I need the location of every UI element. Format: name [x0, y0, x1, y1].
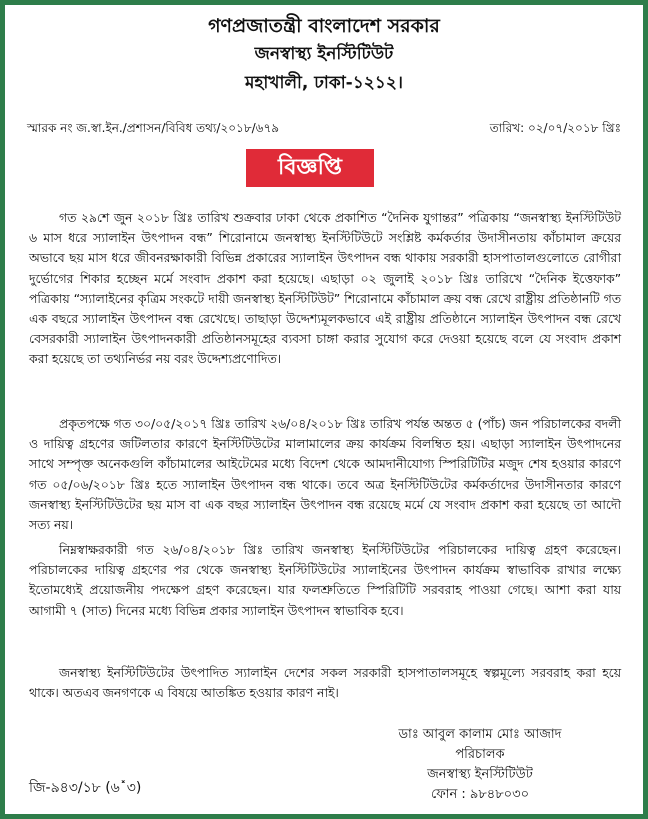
paragraph-4: জনস্বাস্থ্য ইনস্টিটিউটের উৎপাদিত স্যালাইন দেশের সকল সরকারী হাসপাতালসমূহে স্বল্পমূল্যে সরবরাহ করা হয়ে থাকে। অতএব জনগণকে এ বিষয়ে আতঙ্কিত হওয়ার কারণ নাই।: [29, 665, 621, 701]
signatory-phone: ফোন : ৯৮৪৮০৩০: [430, 787, 530, 802]
document-body: [13, 13, 635, 806]
g-code: জি-৯৪৩/১৮ (৬˟৩): [29, 780, 142, 796]
paragraph-1: গত ২৯শে জুন ২০১৮ খ্রিঃ তারিখ শুক্রবার ঢাকা থেকে প্রকাশিত “দৈনিক যুগান্তর” পত্রিকায় “জনস্বাস্থ্য ইনস্টিটিউট ৬ মাস ধরে স্যালাইন উৎপাদন বন্ধ” শিরোনামে জনস্বাস্থ্য ইনস্টিটিউটে সংশ্লিষ্ট কর্মকর্তার উদাসীনতায় কাঁচামাল ক্রয়ের অভাবে ছয় মাস ধরে জীবনরক্ষাকারী বিভিন্ন প্রকারের স্যালাইন উৎপাদন বন্ধ থাকায় সরকারী হাসপাতালগুলোতে রোগীরা দুর্ভোগের শিকার হচ্ছেন মর্মে সংবাদ প্রকাশ করা হয়েছে। এছাড়া ০২ জুলাই ২০১৮ খ্রিঃ তারিখে “দৈনিক ইত্তেফাক” পত্রিকায় “স্যালাইনের কৃত্রিম সংকটে দায়ী জনস্বাস্থ্য ইনস্টিটিউট” শিরোনামে কাঁচামাল ক্রয় বন্ধ রেখে রাষ্ট্রীয় প্রতিষ্ঠানটি গত এক বছরে স্যালাইন উৎপাদন বন্ধ রেখেছে। তাছাড়া উদ্দেশ্যমূলকভাবে এই রাষ্ট্রীয় প্রতিষ্ঠানে স্যালাইন উৎপাদন বন্ধ রেখে বেসরকারী স্যালাইন উৎপাদনকারী প্রতিষ্ঠানসমূহের ব্যবসা চাঙ্গা করার সুযোগ করে দেওয়া হয়েছে বলে যে সংবাদ প্রকাশ করা হয়েছে তা তথ্যনির্ভর নয় বরং উদ্দেশ্যপ্রণোদিত।: [29, 210, 621, 367]
memo-number: স্মারক নং জ.স্বা.ইন./প্রশাসন/বিবিধ তথ্য/২০১৮/৬৭৯: [27, 121, 280, 135]
signatory-institute: জনস্বাস্থ্য ইনস্টিটিউট: [427, 767, 533, 782]
signatory-name: ডাঃ আবুল কালাম মোঃ আজাদ: [398, 727, 562, 742]
signatory-title: পরিচালক: [455, 747, 505, 762]
paragraph-3: নিম্নস্বাক্ষরকারী গত ২৬/০৪/২০১৮ খ্রিঃ তারিখ জনস্বাস্থ্য ইনস্টিটিউটের পরিচালকের দায়িত্ব গ্রহণ করেছেন। পরিচালকের দায়িত্ব গ্রহণের পর থেকে জনস্বাস্থ্য ইনস্টিটিউটের স্যালাইনের উৎপাদন কার্যক্রম স্বাভাবিক রাখার লক্ষ্যে ইতোমধ্যেই প্রয়োজনীয় পদক্ষেপ গ্রহণ করেছেন। যার ফলশ্রুতিতে স্পিরিটিটি সরবরাহ পাওয়া গেছে। আশা করা যায় আগামী ৭ (সাত) দিনের মধ্যে বিভিন্ন প্রকার স্যালাইন উৎপাদন স্বাভাবিক হবে।: [29, 542, 621, 618]
notice-title: বিজ্ঞপ্তি: [246, 149, 374, 187]
institute-name: জনস্বাস্থ্য ইনস্টিটিউট: [254, 44, 394, 64]
paragraph-2: প্রকৃতপক্ষে গত ৩০/০৫/২০১৭ খ্রিঃ তারিখ ২৬/০৪/২০১৮ খ্রিঃ তারিখ পর্যন্ত অন্তত ৫ (পাঁচ) জন পরিচালকের বদলী ও দায়িত্ব গ্রহণের জটিলতার কারণে ইনস্টিটিউটের মালামালের ক্রয় কার্যক্রম বিলম্বিত হয়। এছাড়া স্যালাইন উৎপাদনের সাথে সম্পৃক্ত অনেকগুলি কাঁচামালের আইটেমের মধ্যে বিদেশ থেকে আমদানীযোগ্য স্পিরিটিটির মজুদ শেষ হওয়ার কারণে গত ০৫/০৬/২০১৮ খ্রিঃ হতে স্যালাইন উৎপাদন বন্ধ থাকে। তবে অত্র ইনস্টিটিউটের কর্মকর্তাদের উদাসীনতার কারণে জনস্বাস্থ্য ইনস্টিটিউটের ছয় মাস বা এক বছর স্যালাইন উৎপাদন বন্ধ রয়েছে মর্মে যে সংবাদ প্রকাশ করা হয়েছে তা আদৌ সত্য নয়।: [29, 416, 621, 533]
government-title: গণপ্রজাতন্ত্রী বাংলাদেশ সরকার: [208, 15, 440, 37]
institute-address: মহাখালী, ঢাকা-১২১২।: [245, 73, 403, 93]
issue-date: তারিখ: ০২/০৭/২০১৮ খ্রিঃ: [489, 121, 621, 135]
